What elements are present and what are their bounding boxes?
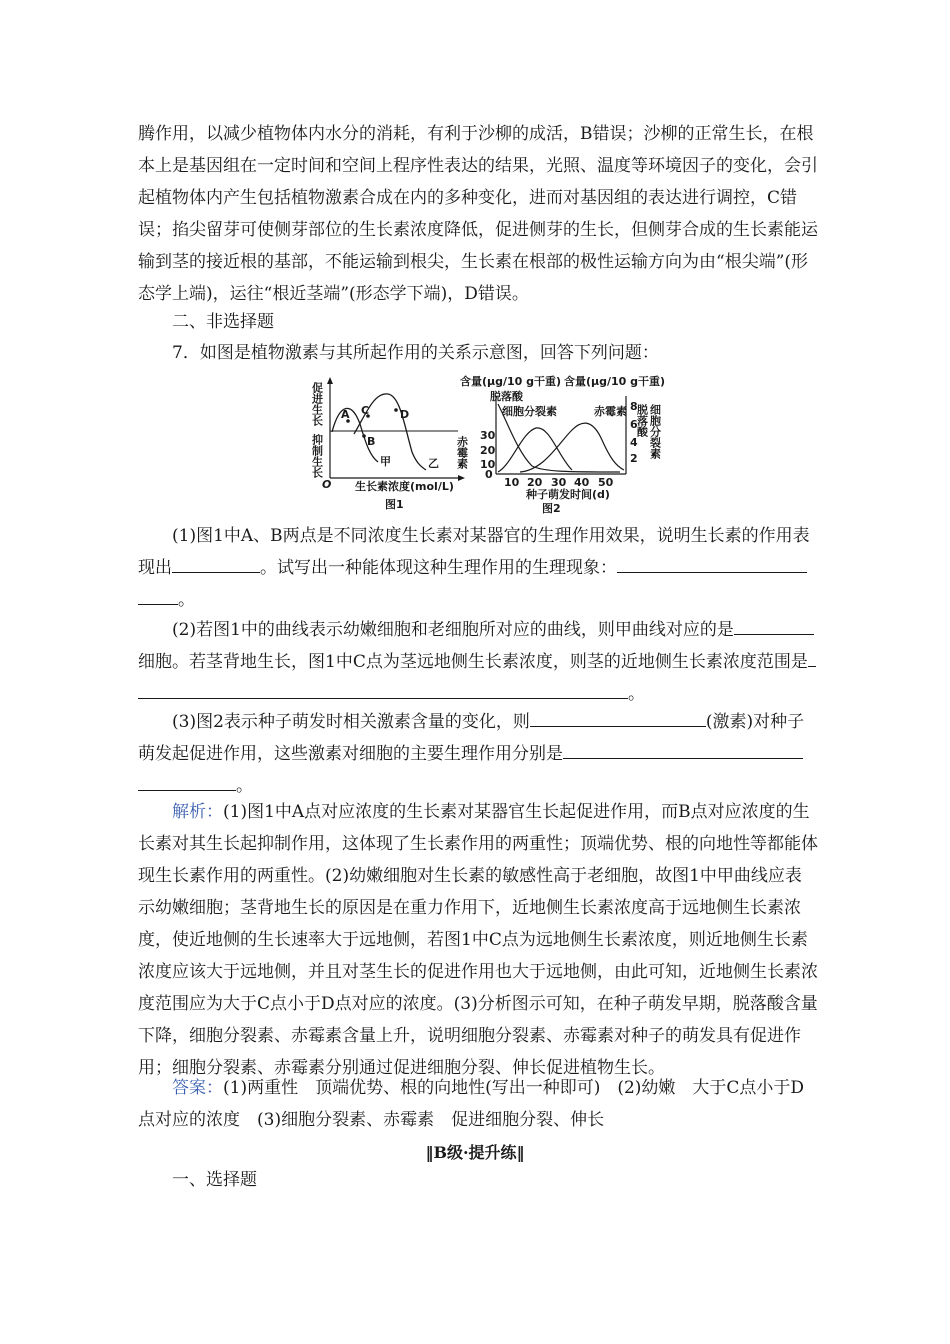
fig2-x-tick: 30 xyxy=(551,476,567,489)
fig1-caption: 图1 xyxy=(385,498,404,511)
answer-blank[interactable] xyxy=(138,776,236,791)
fig2-x-tick: 40 xyxy=(574,476,590,489)
answer-blank[interactable] xyxy=(138,684,628,699)
level-title: ‖B级·提升练‖ xyxy=(425,1143,525,1162)
question-3 xyxy=(138,706,818,802)
fig2-series-ga: 赤霉素 xyxy=(594,405,627,418)
question-1 xyxy=(138,520,818,616)
fig2-left-tick: 10 xyxy=(480,458,496,471)
fig1-curve-yi: 乙 xyxy=(428,457,439,470)
fig2-right-tick: 8 xyxy=(630,400,638,413)
fig2-right-unit: 含量(μg/10 g干重) xyxy=(564,375,666,388)
q1-text-3: 。试写出一种能体现这种生理作用的生理现象： xyxy=(260,558,617,578)
fig1-y-bottom: 抑制生长 xyxy=(310,434,324,478)
fig2-series-ck: 细胞分裂素 xyxy=(502,405,557,418)
figure-1 xyxy=(308,374,468,516)
fig2-right-tick: 4 xyxy=(630,436,638,449)
fig2-right-tick: 6 xyxy=(630,418,638,431)
q2-text-2: 细胞。若茎背地生长，图1中C点为茎远地侧生长素浓度，则茎的近地侧生长素浓度范围是 xyxy=(138,652,808,672)
fig2-right-tick: 2 xyxy=(630,452,638,465)
answer-blank[interactable] xyxy=(734,620,814,635)
fig2-left-tick: 0 xyxy=(485,468,493,481)
fig1-y-top: 促进生长 xyxy=(310,382,324,426)
question-7-stem: 7．如图是植物激素与其所起作用的关系示意图，回答下列问题： xyxy=(172,343,659,363)
fig2-right-axis-label-1: 细胞分裂素 xyxy=(648,404,662,459)
fig2-left-tick: 20 xyxy=(480,444,496,457)
analysis-paragraph xyxy=(138,796,818,1084)
figure-2 xyxy=(455,374,670,516)
fig2-x-tick: 20 xyxy=(527,476,543,489)
answer-paragraph xyxy=(138,1072,818,1136)
fig2-right-axis-label-2: 脱落酸 xyxy=(635,404,649,437)
fig1-label-c: C xyxy=(361,404,370,417)
fig2-left-unit: 含量(μg/10 g干重) xyxy=(460,375,562,388)
fig2-xlabel: 种子萌发时间(d) xyxy=(526,488,610,501)
fig2-left-tick: 30 xyxy=(480,429,496,442)
q3-end: 。 xyxy=(236,776,253,796)
section-heading-nonchoice: 二、非选择题 xyxy=(172,312,274,332)
analysis-text: (1)图1中A点对应浓度的生长素对某器官生长起促进作用，而B点对应浓度的生长素对其生长起抑制作用，这体现了生长素作用的两重性；顶端优势、根的向地性等都能体现生长素作用的两重性。(2)幼嫩细胞对生长素的敏感性高于老细胞，故图1中甲曲线应表示幼嫩细胞；茎背地生长的原因是在重力作用下，近地侧生长素浓度高于远地侧生长素浓度，使近地侧的生长速率大于远地侧，若图1中C点为远地侧生长素浓度，则近地侧生长素浓度应该大于远地侧，并且对茎生长的促进作用也大于远地侧，由此可知，近地侧生长素浓度范围应为大于C点小于D点对应的浓度。(3)分析图示可知，在种子萌发早期，脱落酸含量下降，细胞分裂素、赤霉素含量上升，说明细胞分裂素、赤霉素对种子的萌发具有促进作用；细胞分裂素、赤霉素分别通过促进细胞分裂、伸长促进植物生长。 xyxy=(138,802,818,1078)
answer-blank[interactable] xyxy=(808,652,816,667)
q3-text-2: (激素)对种子 xyxy=(705,712,805,732)
fig1-curve-jia: 甲 xyxy=(380,455,391,468)
fig1-origin: O xyxy=(322,478,332,491)
q3-text-1: (3)图2表示种子萌发时相关激素含量的变化，则 xyxy=(172,712,530,732)
analysis-label: 解析： xyxy=(172,802,223,822)
q1-line-1: (1)图1中A、B两点是不同浓度生长素对某器官的生理作用效果，说明生长素的作用表 xyxy=(172,526,810,546)
fig2-x-tick: 50 xyxy=(598,476,614,489)
section-heading-choice: 一、选择题 xyxy=(172,1170,257,1190)
fig2-left-axis-label: 赤霉素 xyxy=(455,436,469,469)
answer-blank[interactable] xyxy=(138,590,178,605)
answer-label: 答案： xyxy=(172,1078,223,1098)
question-2 xyxy=(138,614,818,710)
fig2-caption: 图2 xyxy=(542,502,561,515)
q1-end: 。 xyxy=(178,590,195,610)
answer-blank[interactable] xyxy=(172,558,260,573)
fig1-label-b: B xyxy=(367,435,376,448)
fig1-label-d: D xyxy=(400,408,410,421)
q2-text-1: (2)若图1中的曲线表示幼嫩细胞和老细胞所对应的曲线，则甲曲线对应的是 xyxy=(172,620,734,640)
fig1-label-a: A xyxy=(341,408,350,421)
fig2-x-tick: 10 xyxy=(504,476,520,489)
q1-text-2: 现出 xyxy=(138,558,172,578)
fig1-xlabel: 生长素浓度(mol/L) xyxy=(355,480,454,493)
answer-blank[interactable] xyxy=(617,558,807,573)
q2-end: 。 xyxy=(628,684,645,704)
intro-paragraph: 腾作用，以减少植物体内水分的消耗，有利于沙柳的成活，B错误；沙柳的正常生长，在根本上是基因组在一定时间和空间上程序性表达的结果，光照、温度等环境因子的变化，会引起植物体内产生包括植物激素合成在内的多种变化，进而对基因组的表达进行调控，C错误；掐尖留芽可使侧芽部位的生长素浓度降低，促进侧芽的生长，但侧芽合成的生长素能运输到茎的接近根的基部，不能运输到根尖，生长素在根部的极性运输方向为由“根尖端”(形态学上端)，运往“根近茎端”(形态学下端)，D错误。 xyxy=(138,124,818,304)
answer-text: (1)两重性 顶端优势、根的向地性(写出一种即可) (2)幼嫩 大于C点小于D点对应的浓度 (3)细胞分裂素、赤霉素 促进细胞分裂、伸长 xyxy=(138,1078,805,1130)
answer-blank[interactable] xyxy=(530,712,706,727)
answer-blank[interactable] xyxy=(563,744,803,759)
q3-text-3: 萌发起促进作用，这些激素对细胞的主要生理作用分别是 xyxy=(138,744,563,764)
fig2-series-aba: 脱落酸 xyxy=(490,390,523,403)
